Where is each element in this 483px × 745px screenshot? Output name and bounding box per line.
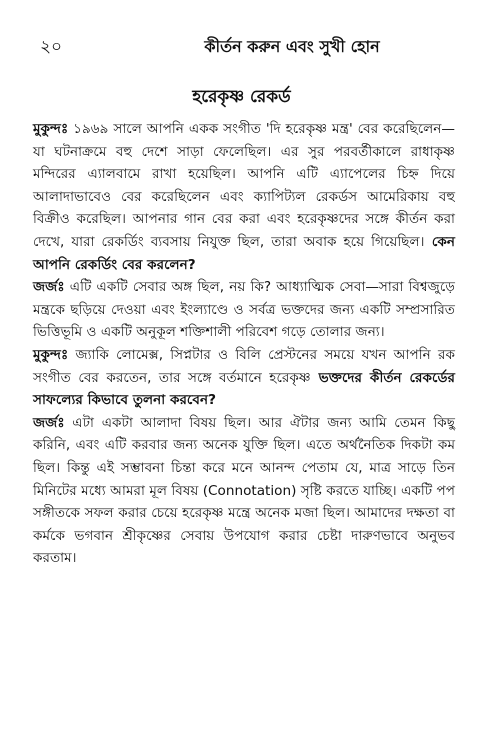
interview-body — [33, 118, 455, 570]
question-text: কেন আপনি রেকর্ডিং বের করলেন? — [33, 233, 456, 273]
speaker-label: জর্জঃ — [33, 414, 65, 431]
paragraph-george-1 — [33, 276, 455, 344]
paragraph-mukunda-1 — [33, 118, 455, 276]
running-title: কীর্তন করুন এবং সুখী হোন — [204, 37, 380, 56]
section-title: হরেকৃষ্ণ রেকর্ড — [192, 87, 291, 107]
paragraph-text: ১৯৬৯ সালে আপনি একক সংগীত 'দি হরেকৃষ্ণ মন্ত্র' বের করেছিলেন—যা ঘটনাক্রমে বহু দেশে সাড়া ফেলেছিল। এর সুর পরবর্তীকালে রাধাকৃষ্ণ মন্দিরের এ্যালবামে রাখা হয়েছিল। আপনি এটি এ্যাপেলের চিহ্ন দিয়ে আলাদাভাবেও বের করেছিলেন এবং ক্যাপিট্যল রেকর্ডস আমেরিকায় বহু বিক্রীও করেছিল। আপনার গান বের করা এবং হরেকৃষ্ণদের সঙ্গে কীর্তন করা দেখে, যারা রেকর্ডিং ব্যবসায় নিযুক্ত ছিল, তারা অবাক হয়ে গিয়েছিল। — [33, 121, 455, 250]
speaker-label: মুকুন্দঃ — [33, 121, 69, 137]
page-header — [32, 34, 462, 58]
paragraph-george-2 — [33, 412, 455, 570]
page-number: ২০ — [40, 37, 63, 57]
speaker-label: মুকুন্দঃ — [33, 346, 69, 363]
question-text: ভক্তদের কীর্তন রেকর্ডের সাফল্যের কিভাবে তুলনা করবেন? — [33, 369, 455, 409]
paragraph-text: এটি একটি সেবার অঙ্গ ছিল, নয় কি? আধ্যাত্মিক সেবা—সারা বিশ্বজুড়ে মন্ত্রকে ছড়িয়ে দেওয়া এবং ইংল্যাণ্ডে ও সর্বত্র ভক্তদের জন্য একটি সম্প্রসারিত ভিত্তিভূমি ও একটি অনুকূল শক্তিশালী পরিবেশ গড়ে তোলার জন্য। — [33, 279, 455, 341]
paragraph-text: এটা একটা আলাদা বিষয় ছিল। আর ঐটার জন্য আমি তেমন কিছু করিনি, এবং এটি করবার জন্য অনেক যুক্তি ছিল। এতে অর্থনৈতিক দিকটা কম ছিল। কিন্তু এই সম্ভাবনা চিন্তা করে মনে আনন্দ পেতাম যে, মাত্র সাড়ে তিন মিনিটের মধ্যে আমরা মূল বিষয় (Connotation) সৃষ্টি করতে যাচ্ছি। একটি পপ সঙ্গীতকে সফল করার চেয়ে হরেকৃষ্ণ মন্ত্রে অনেক মজা ছিল। আমাদের দক্ষতা বা কর্মকে ভগবান শ্রীকৃষ্ণের সেবায় উপযোগ করার চেষ্টা দারুণভাবে অনুভব করতাম। — [33, 414, 455, 567]
speaker-label: জর্জঃ — [33, 279, 65, 296]
paragraph-mukunda-2 — [33, 344, 455, 412]
paragraph-text: জ্যাকি লোমেক্স, সিপ্নটার ও বিলি প্রেস্টনের সময়ে যখন আপনি রক সংগীত বের করতেন, তার সঙ্গে বর্তমানে হরেকৃষ্ণ — [33, 346, 455, 386]
